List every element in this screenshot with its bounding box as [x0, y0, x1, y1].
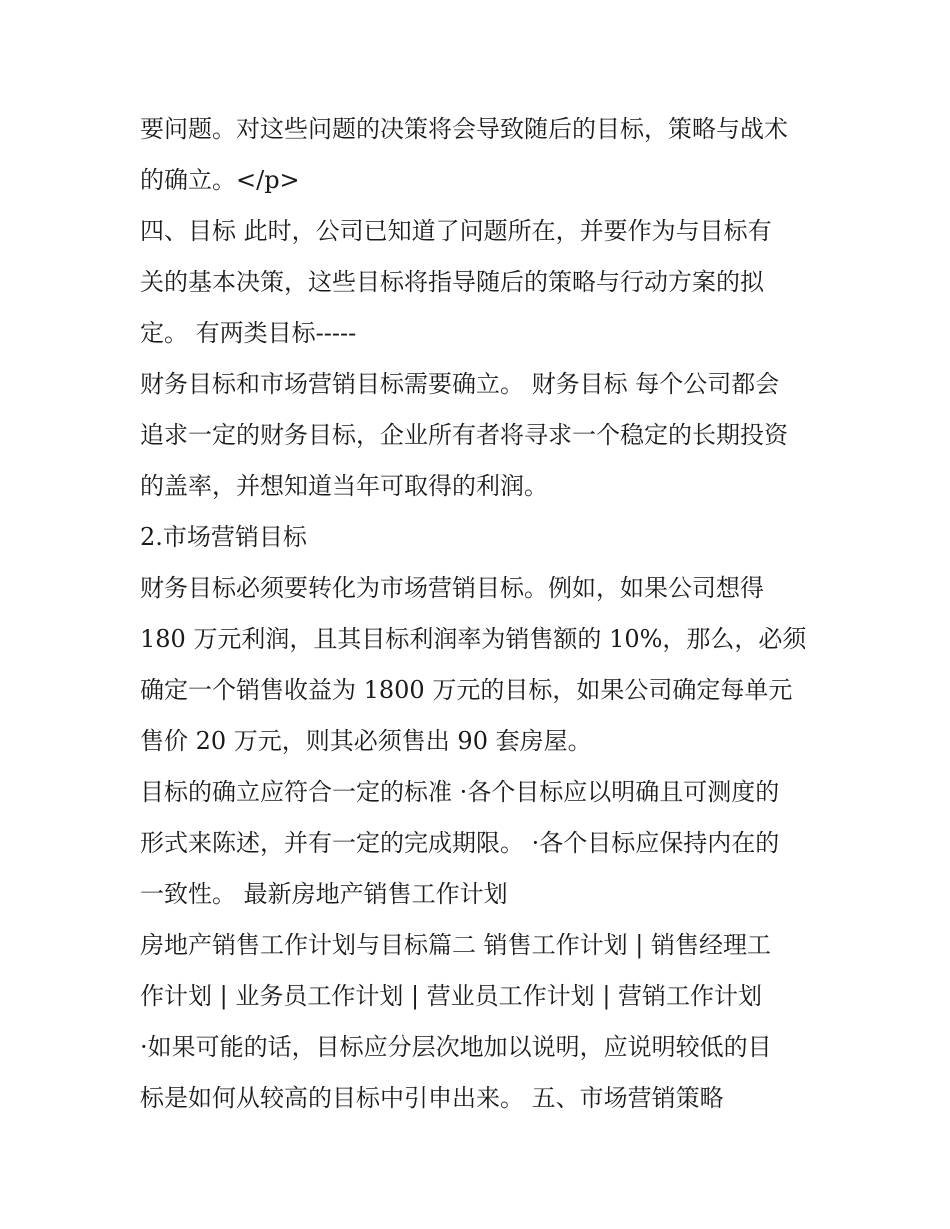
- text-line: 作计划 | 业务员工作计划 | 营业员工作计划 | 营销工作计划: [140, 982, 763, 1010]
- text-line: 的确立。</p>: [140, 166, 300, 194]
- document-body: [140, 104, 820, 1124]
- section-heading: 2.市场营销目标: [140, 523, 307, 551]
- text-line: ·如果可能的话，目标应分层次地加以说明，应说明较低的目: [140, 1033, 772, 1061]
- text-line: 的盖率，并想知道当年可取得的利润。: [140, 472, 548, 500]
- text-line: 财务目标和市场营销目标需要确立。 财务目标 每个公司都会: [140, 370, 780, 398]
- text-line: 确定一个销售收益为 1800 万元的目标，如果公司确定每单元: [140, 676, 793, 704]
- text-line: 形式来陈述，并有一定的完成期限。 ·各个目标应保持内在的: [140, 829, 780, 857]
- text-line: 房地产销售工作计划与目标篇二 销售工作计划 | 销售经理工: [140, 931, 771, 959]
- text-line: 一致性。 最新房地产销售工作计划: [140, 880, 508, 908]
- text-line: 关的基本决策，这些目标将指导随后的策略与行动方案的拟: [140, 268, 764, 296]
- text-line: 售价 20 万元，则其必须售出 90 套房屋。: [140, 727, 592, 755]
- text-line: 四、目标 此时，公司已知道了问题所在，并要作为与目标有: [140, 217, 772, 245]
- text-line: 要问题。对这些问题的决策将会导致随后的目标，策略与战术: [140, 115, 788, 143]
- text-line: 标是如何从较高的目标中引申出来。 五、市场营销策略: [140, 1084, 724, 1112]
- text-line: 定。 有两类目标-----: [140, 319, 357, 347]
- text-line: 财务目标必须要转化为市场营销目标。例如，如果公司想得: [140, 574, 764, 602]
- text-line: 追求一定的财务目标，企业所有者将寻求一个稳定的长期投资: [140, 421, 788, 449]
- text-line: 180 万元利润，且其目标利润率为销售额的 10%，那么，必须: [140, 625, 807, 653]
- text-line: 目标的确立应符合一定的标准 ·各个目标应以明确且可测度的: [140, 778, 780, 806]
